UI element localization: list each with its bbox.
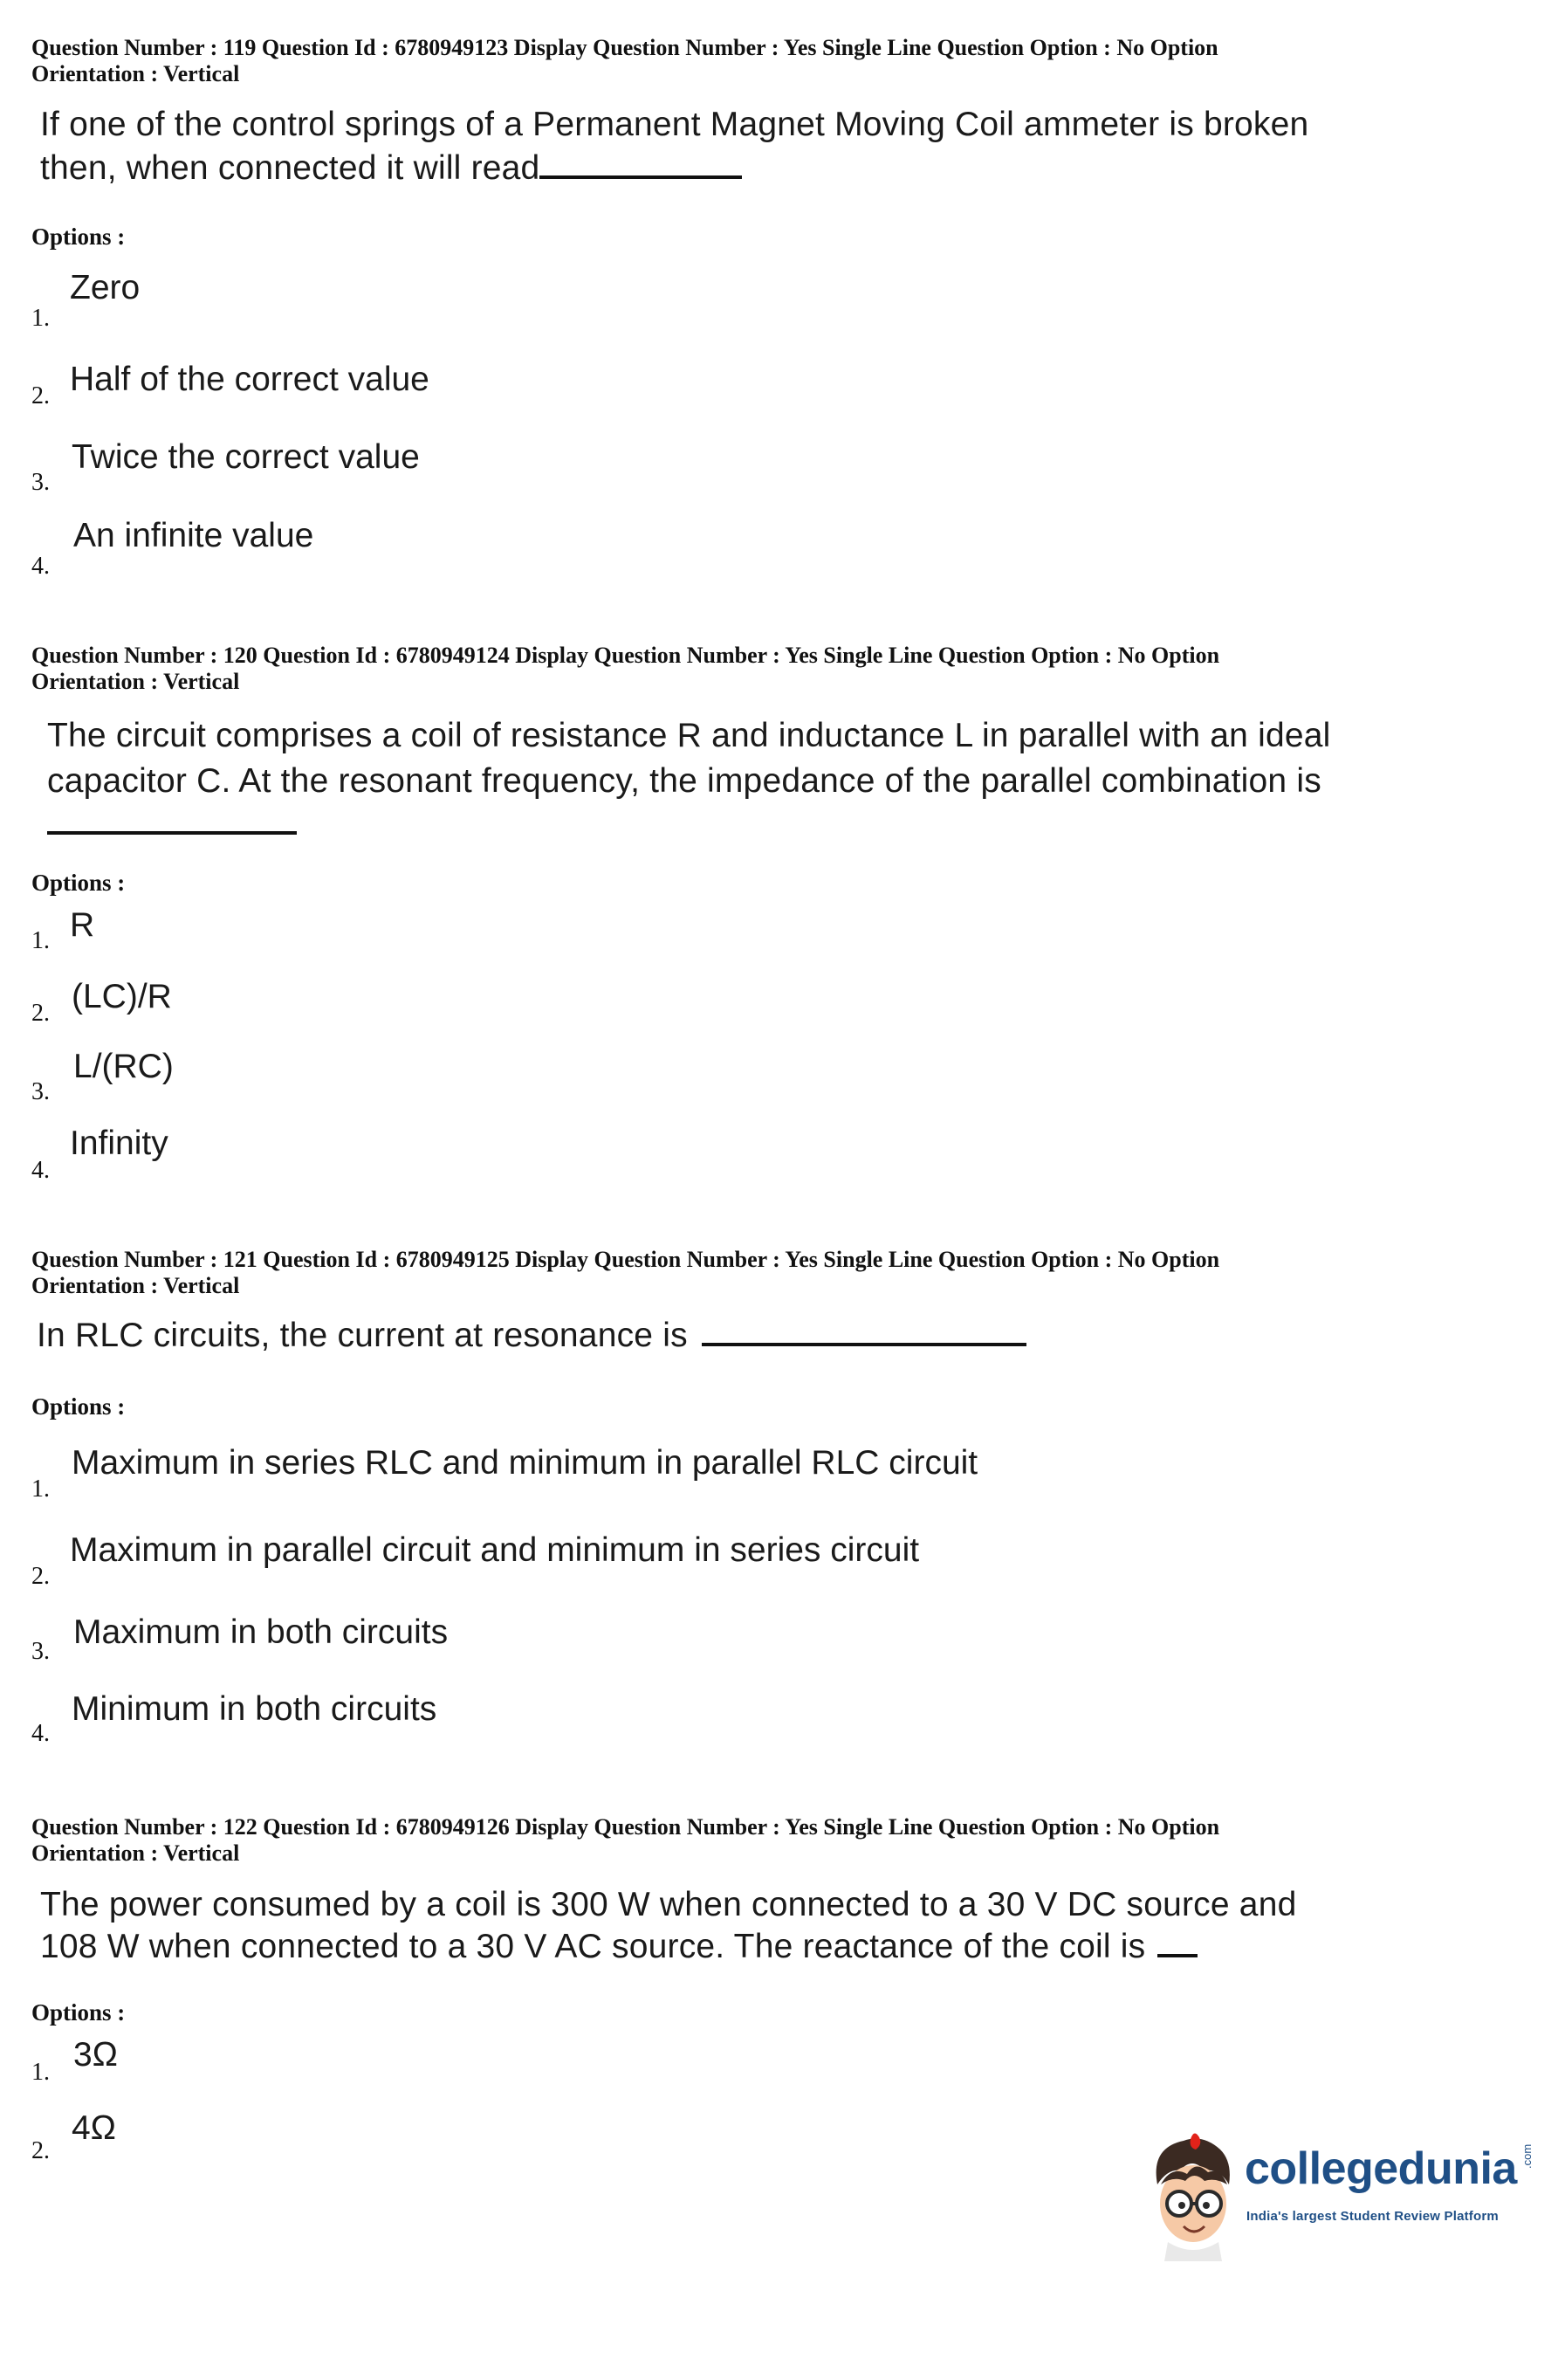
question-text-line: If one of the control springs of a Permanent Magnet Moving Coil ammeter is broken <box>40 106 1309 143</box>
question-meta-line: Orientation : Vertical <box>31 1840 240 1866</box>
option-number: 4. <box>31 553 50 580</box>
option-number: 2. <box>31 382 50 409</box>
option-number: 4. <box>31 1157 50 1184</box>
option-text: Minimum in both circuits <box>72 1690 437 1728</box>
student-mascot-icon <box>1142 2130 1245 2261</box>
option-number: 3. <box>31 1638 50 1665</box>
option-text: Half of the correct value <box>70 361 429 398</box>
options-label: Options : <box>31 224 126 250</box>
option-number: 3. <box>31 1078 50 1105</box>
question-meta-line: Question Number : 119 Question Id : 6780949123 Display Question Number : Yes Single Line Question Option : No Option <box>31 35 1218 60</box>
option-number: 2. <box>31 1563 50 1590</box>
brand-suffix: .com <box>1520 2143 1534 2169</box>
question-text-line: then, when connected it will read <box>40 149 540 187</box>
option-text: Twice the correct value <box>72 438 420 476</box>
option-text: Maximum in parallel circuit and minimum in series circuit <box>70 1531 920 1569</box>
option-text: An infinite value <box>73 517 314 554</box>
option-text: R <box>70 906 95 944</box>
options-label: Options : <box>31 1393 126 1420</box>
question-meta-line: Question Number : 120 Question Id : 6780949124 Display Question Number : Yes Single Line Question Option : No Option <box>31 643 1220 668</box>
option-text: 3Ω <box>73 2036 118 2074</box>
question-meta-line: Orientation : Vertical <box>31 61 240 86</box>
answer-blank <box>1157 1953 1198 1957</box>
options-label: Options : <box>31 1999 126 2026</box>
question-text-line: The power consumed by a coil is 300 W when connected to a 30 V DC source and <box>40 1886 1297 1923</box>
option-number: 1. <box>31 1475 50 1503</box>
question-meta-line: Orientation : Vertical <box>31 1273 240 1298</box>
options-label: Options : <box>31 870 126 896</box>
question-meta-line: Question Number : 121 Question Id : 6780949125 Display Question Number : Yes Single Line Question Option : No Option <box>31 1247 1220 1272</box>
answer-blank <box>702 1342 1026 1346</box>
brand-name: collegedunia <box>1245 2143 1517 2194</box>
question-text-line: capacitor C. At the resonant frequency, the impedance of the parallel combination is <box>47 762 1321 800</box>
option-text: L/(RC) <box>73 1048 174 1085</box>
option-number: 3. <box>31 469 50 496</box>
option-text: Zero <box>70 269 141 306</box>
option-text: 4Ω <box>72 2109 116 2147</box>
collegedunia-logo <box>1142 2130 1543 2261</box>
question-text-line: In RLC circuits, the current at resonance is <box>37 1317 688 1354</box>
option-text: Maximum in both circuits <box>73 1613 449 1651</box>
question-text-line: 108 W when connected to a 30 V AC source. The reactance of the coil is <box>40 1928 1146 1965</box>
answer-blank <box>47 831 297 835</box>
option-number: 2. <box>31 1000 50 1027</box>
option-number: 1. <box>31 305 50 332</box>
option-number: 4. <box>31 1720 50 1747</box>
answer-blank <box>539 175 742 179</box>
option-text: (LC)/R <box>72 978 172 1015</box>
question-text-line: The circuit comprises a coil of resistance R and inductance L in parallel with an ideal <box>47 717 1331 754</box>
question-meta-line: Question Number : 122 Question Id : 6780949126 Display Question Number : Yes Single Line Question Option : No Option <box>31 1814 1220 1840</box>
option-number: 1. <box>31 2059 50 2086</box>
question-meta-line: Orientation : Vertical <box>31 669 240 694</box>
option-number: 2. <box>31 2137 50 2164</box>
option-text: Infinity <box>70 1125 168 1162</box>
option-number: 1. <box>31 927 50 954</box>
option-text: Maximum in series RLC and minimum in parallel RLC circuit <box>72 1444 978 1482</box>
brand-tagline: India's largest Student Review Platform <box>1246 2209 1499 2224</box>
